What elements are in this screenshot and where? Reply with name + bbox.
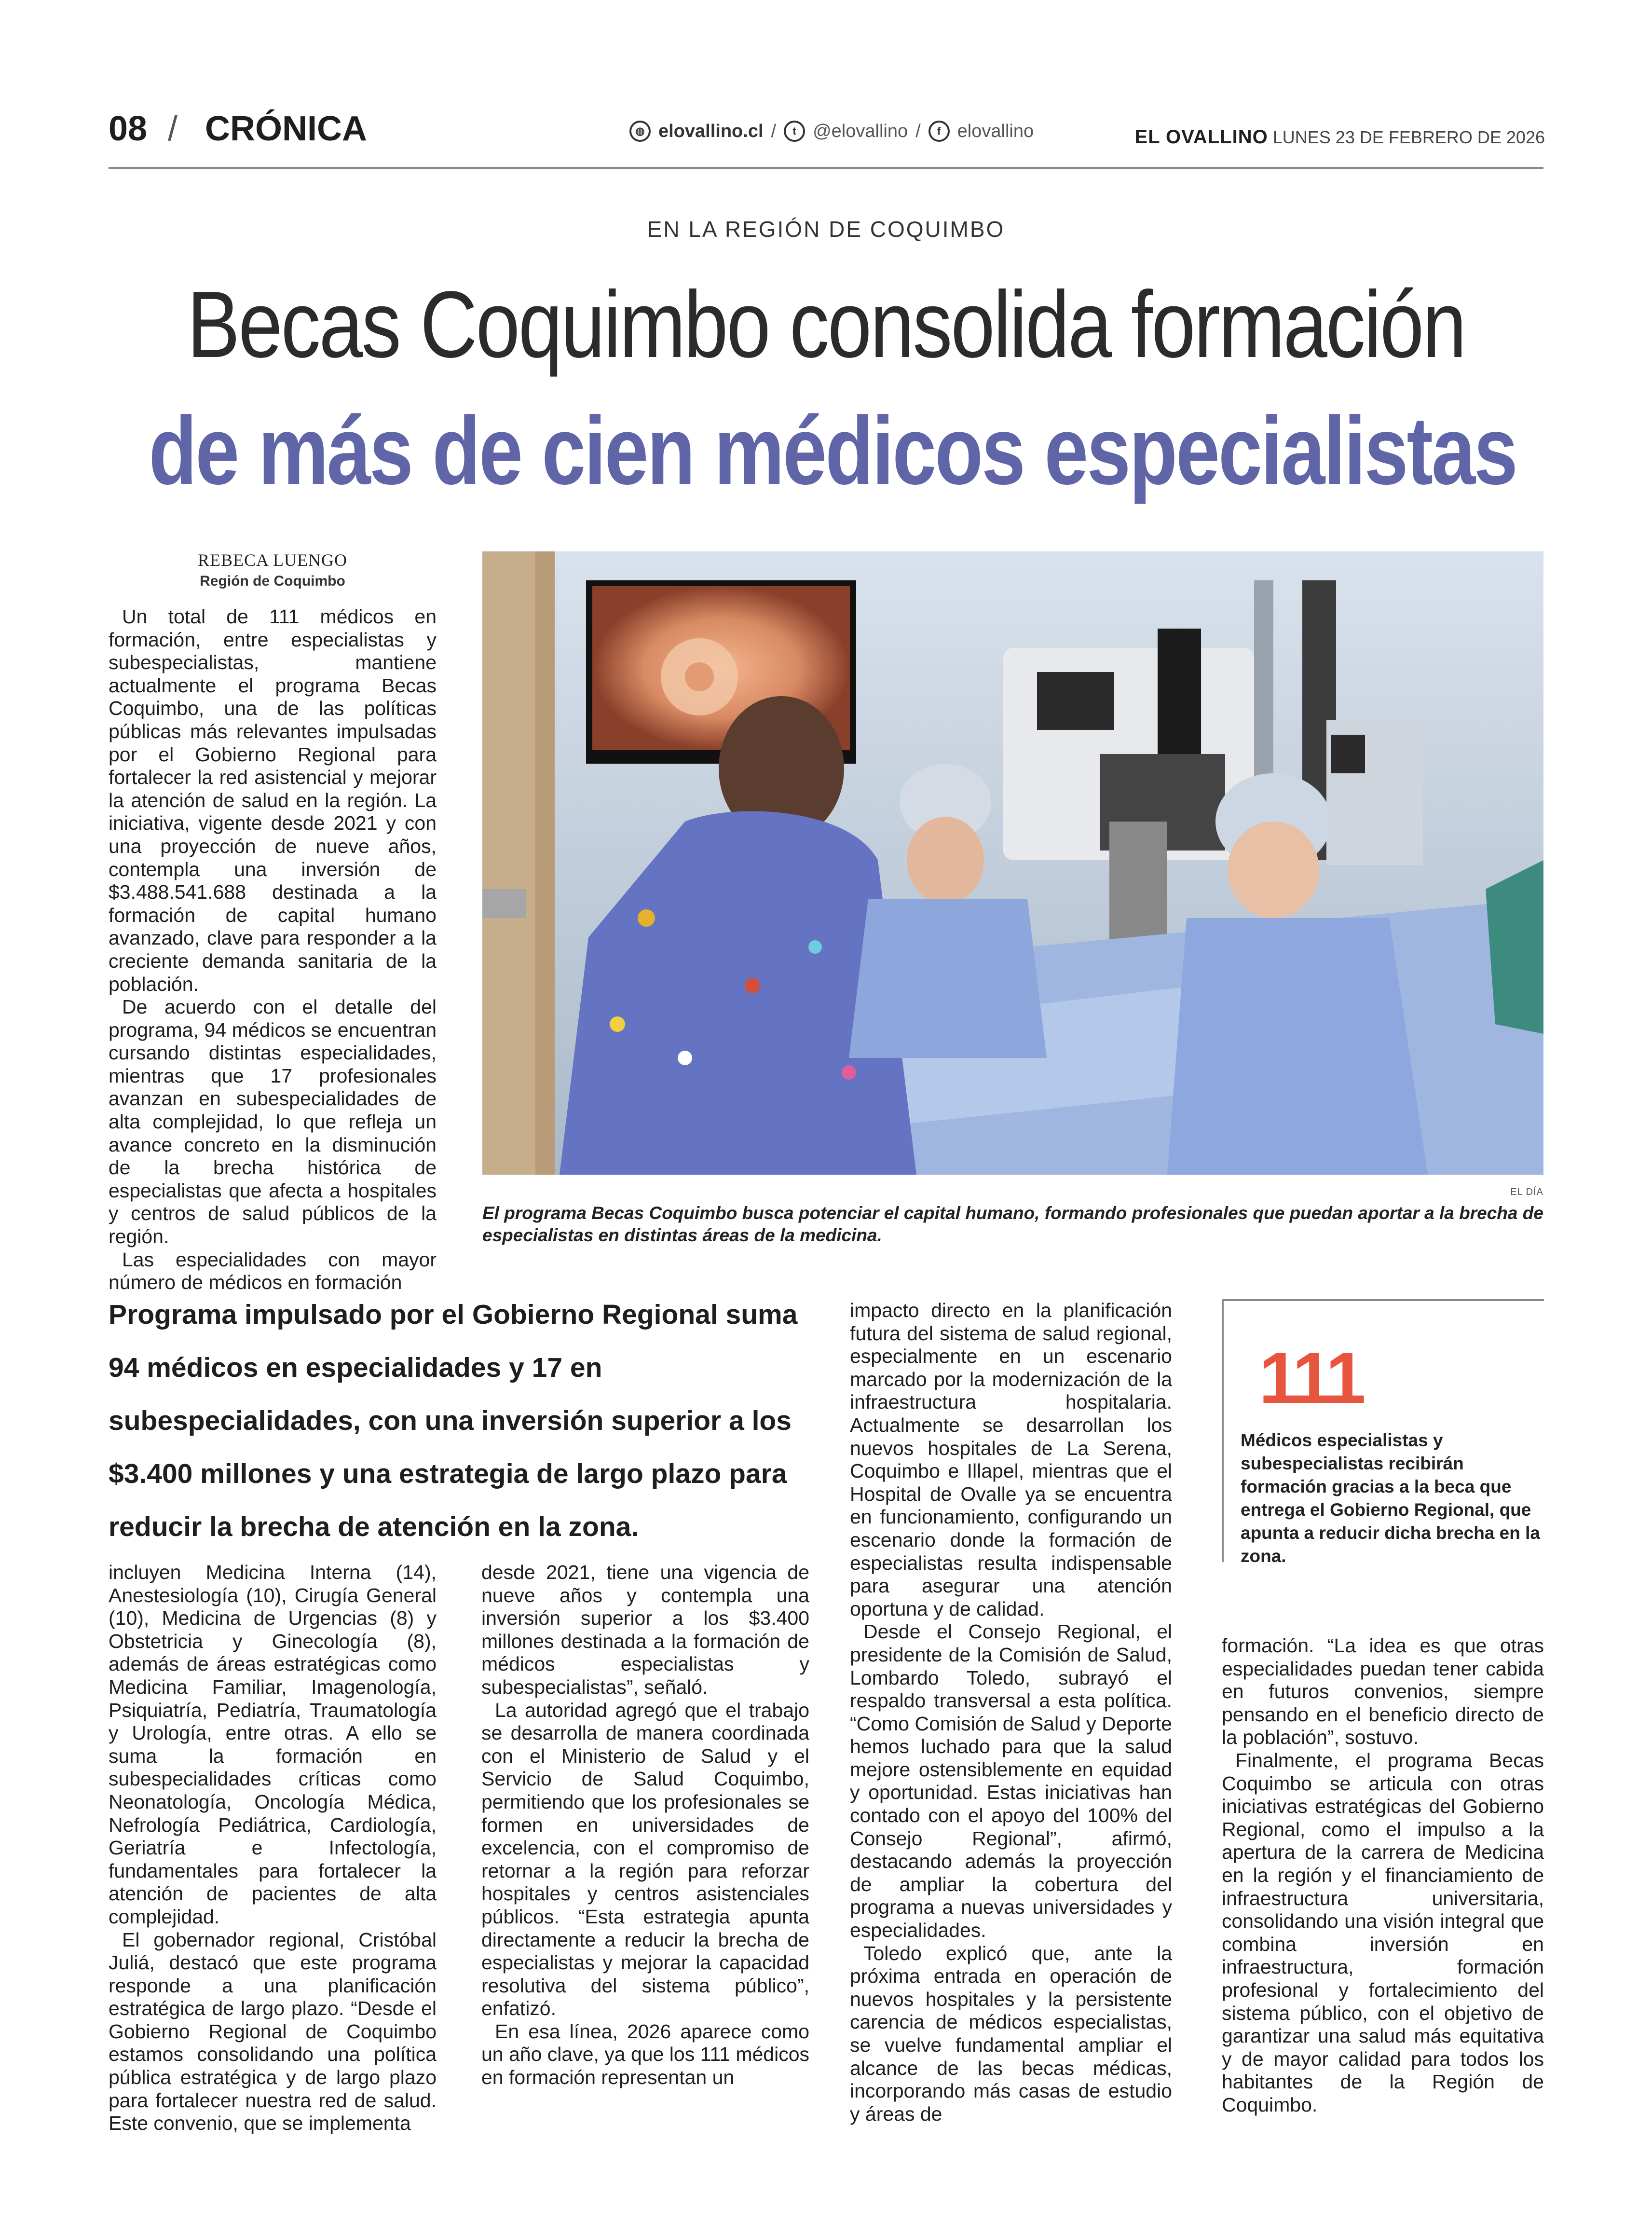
facebook-handle[interactable]: elovallino (957, 121, 1034, 141)
deck-summary: Programa impulsado por el Gobierno Regional suma 94 médicos en especialidades y 17 en subespecialidades, con una inversión superior a los $3.400 millones y una estrategia de largo plazo para reducir la brecha de atención en la zona. (109, 1299, 798, 1542)
facebook-icon: f (928, 121, 950, 142)
body-column-3 (481, 1561, 809, 2130)
header-divider (109, 167, 1543, 169)
paragraph: El gobernador regional, Cristóbal Juliá, destacó que este programa responde a una planificación estratégica de largo plazo. “Desde el Gobierno Regional de Coquimbo estamos consolidando una política pública estratégica y de largo plazo para fortalecer nuestra red de salud. Este convenio, que se implementa (109, 1928, 437, 2135)
stat-number: 111 (1259, 1337, 1363, 1418)
body-column-5 (1222, 1634, 1544, 2131)
article-photo (482, 551, 1543, 1175)
paragraph: desde 2021, tiene una vigencia de nueve años y contempla una inversión superior a los $3.400 millones destinada a la formación de médicos especialistas y subespecialistas”, señaló. (481, 1561, 809, 1698)
newspaper-brand: EL OVALLINO (1134, 126, 1268, 148)
paragraph: Finalmente, el programa Becas Coquimbo se articula con otras iniciativas estratégicas del Gobierno Regional, como el impulso a la apertura de la carrera de Medicina en la región y el financiamiento de infraestructura universitaria, consolidando una visión integral que combina inversión en infraestructura, formación profesional y fortalecimiento del sistema público, con el objetivo de garantizar una salud más equitativa y de mayor calidad para todos los habitantes de la Región de Coquimbo. (1222, 1749, 1544, 2116)
masthead-date (1135, 126, 1545, 148)
author-region: Región de Coquimbo (200, 573, 345, 589)
paragraph: En esa línea, 2026 aparece como un año clave, ya que los 111 médicos en formación representan un (481, 2020, 809, 2089)
paragraph: formación. “La idea es que otras especialidades puedan tener cabida en futuros convenios, siempre pensando en el beneficio directo de la población”, sostuvo. (1222, 1634, 1544, 1749)
twitter-icon: t (784, 121, 805, 142)
paragraph: incluyen Medicina Interna (14), Anestesiología (10), Cirugía General (10), Medicina de Urgencias (8) y Obstetricia y Ginecología (8), además de áreas estratégicas como Medicina Familiar, Imagenología, Psiquiatría, Pediatría, Traumatología y Urología, entre otras. A ello se suma la formación en subespecialidades críticas como Neonatología, Oncología Médica, Nefrología Pediátrica, Cardiología, Geriatría e Infectología, fundamentales para fortalecer la atención de pacientes de alta complejidad. (109, 1561, 437, 1928)
paragraph: Desde el Consejo Regional, el presidente de la Comisión de Salud, Lombardo Toledo, subrayó el respaldo transversal a esta política. “Como Comisión de Salud y Deporte hemos luchado para que la salud mejore ostensiblemente en equidad y oportunidad. Estas iniciativas han contado con el apoyo del 100% del Consejo Regional”, afirmó, destacando además la proyección de ampliar la cobertura del programa a nuevas universidades y especialidades. (850, 1620, 1172, 1942)
kicker: EN LA REGIÓN DE COQUIMBO (647, 217, 1005, 242)
paragraph: impacto directo en la planificación futura del sistema de salud regional, especialmente en un escenario marcado por la modernización de la infraestructura hospitalaria. Actualmente se desarrollan los nuevos hospitales de La Serena, Coquimbo e Illapel, mientras que el Hospital de Ovalle ya se encuentra en funcionamiento, configurando un escenario donde la formación de especialistas resulta indispensable para asegurar una atención oportuna y de calidad. (850, 1299, 1172, 1620)
header-separator: / (168, 110, 178, 148)
website-link[interactable]: elovallino.cl (658, 121, 764, 141)
separator: / (915, 121, 921, 141)
section-name: CRÓNICA (205, 110, 367, 148)
paragraph: Las especialidades con mayor número de médicos en formación (109, 1248, 437, 1294)
page-number: 08 (109, 110, 148, 148)
paragraph: Toledo explicó que, ante la próxima entrada en operación de nuevos hospitales y la persistente carencia de médicos especialistas, se vuelve fundamental ampliar el alcance de las becas médicas, incorporando más casas de estudio y áreas de (850, 1942, 1172, 2125)
web-icon: ◍ (629, 121, 651, 142)
paragraph: De acuerdo con el detalle del programa, 94 médicos se encuentran cursando distintas especialidades, mientras que 17 profesionales avanzan en subespecialidades de alta complejidad, lo que refleja un avance concreto en la disminución de la brecha histórica de especialistas que afecta a hospitales y centros de salud públicos de la región. (109, 996, 437, 1248)
photo-caption: El programa Becas Coquimbo busca potenciar el capital humano, formando profesionales que puedan aportar a la brecha de especialistas en distintas áreas de la medicina. (482, 1203, 1543, 1245)
headline-line-1: Becas Coquimbo consolida formación (187, 272, 1465, 377)
body-column-4 (850, 1299, 1172, 2130)
paragraph: La autoridad agregó que el trabajo se desarrolla de manera coordinada con el Ministerio de Salud y el Servicio de Salud Coquimbo, permitiendo que los profesionales se formen en universidades de excelencia, con el compromiso de retornar a la región para reforzar hospitales y centros asistenciales públicos. “Esta estrategia apunta directamente a reducir la brecha de especialistas y mejorar la capacidad resolutiva del sistema público”, enfatizó. (481, 1699, 809, 2020)
social-links (629, 121, 1034, 142)
twitter-handle[interactable]: @elovallino (813, 121, 908, 141)
stat-description: Médicos especialistas y subespecialistas recibirán formación gracias a la beca que entrega el Gobierno Regional, que apunta a reducir dicha brecha en la zona. (1241, 1430, 1540, 1566)
paragraph: Un total de 111 médicos en formación, entre especialistas y subespecialistas, mantiene actualmente el programa Becas Coquimbo, una de las políticas públicas más relevantes impulsadas por el Gobierno Regional para fortalecer la red asistencial y mejorar la atención de salud en la región. La iniciativa, vigente desde 2021 y con una proyección de nueve años, contempla una inversión de $3.488.541.688 destinada a la formación de capital humano avanzado, clave para responder a la creciente demanda sanitaria de la población. (109, 605, 437, 995)
separator: / (771, 121, 777, 141)
headline-line-2: de más de cien médicos especialistas (149, 397, 1516, 505)
issue-date: LUNES 23 DE FEBRERO DE 2026 (1272, 127, 1545, 147)
author-name: REBECA LUENGO (198, 550, 347, 570)
surgery-scene-illustration (482, 551, 1543, 1175)
body-column-2 (109, 1561, 437, 2135)
body-column-1 (109, 605, 437, 1294)
photo-credit: EL DÍA (1510, 1187, 1543, 1197)
